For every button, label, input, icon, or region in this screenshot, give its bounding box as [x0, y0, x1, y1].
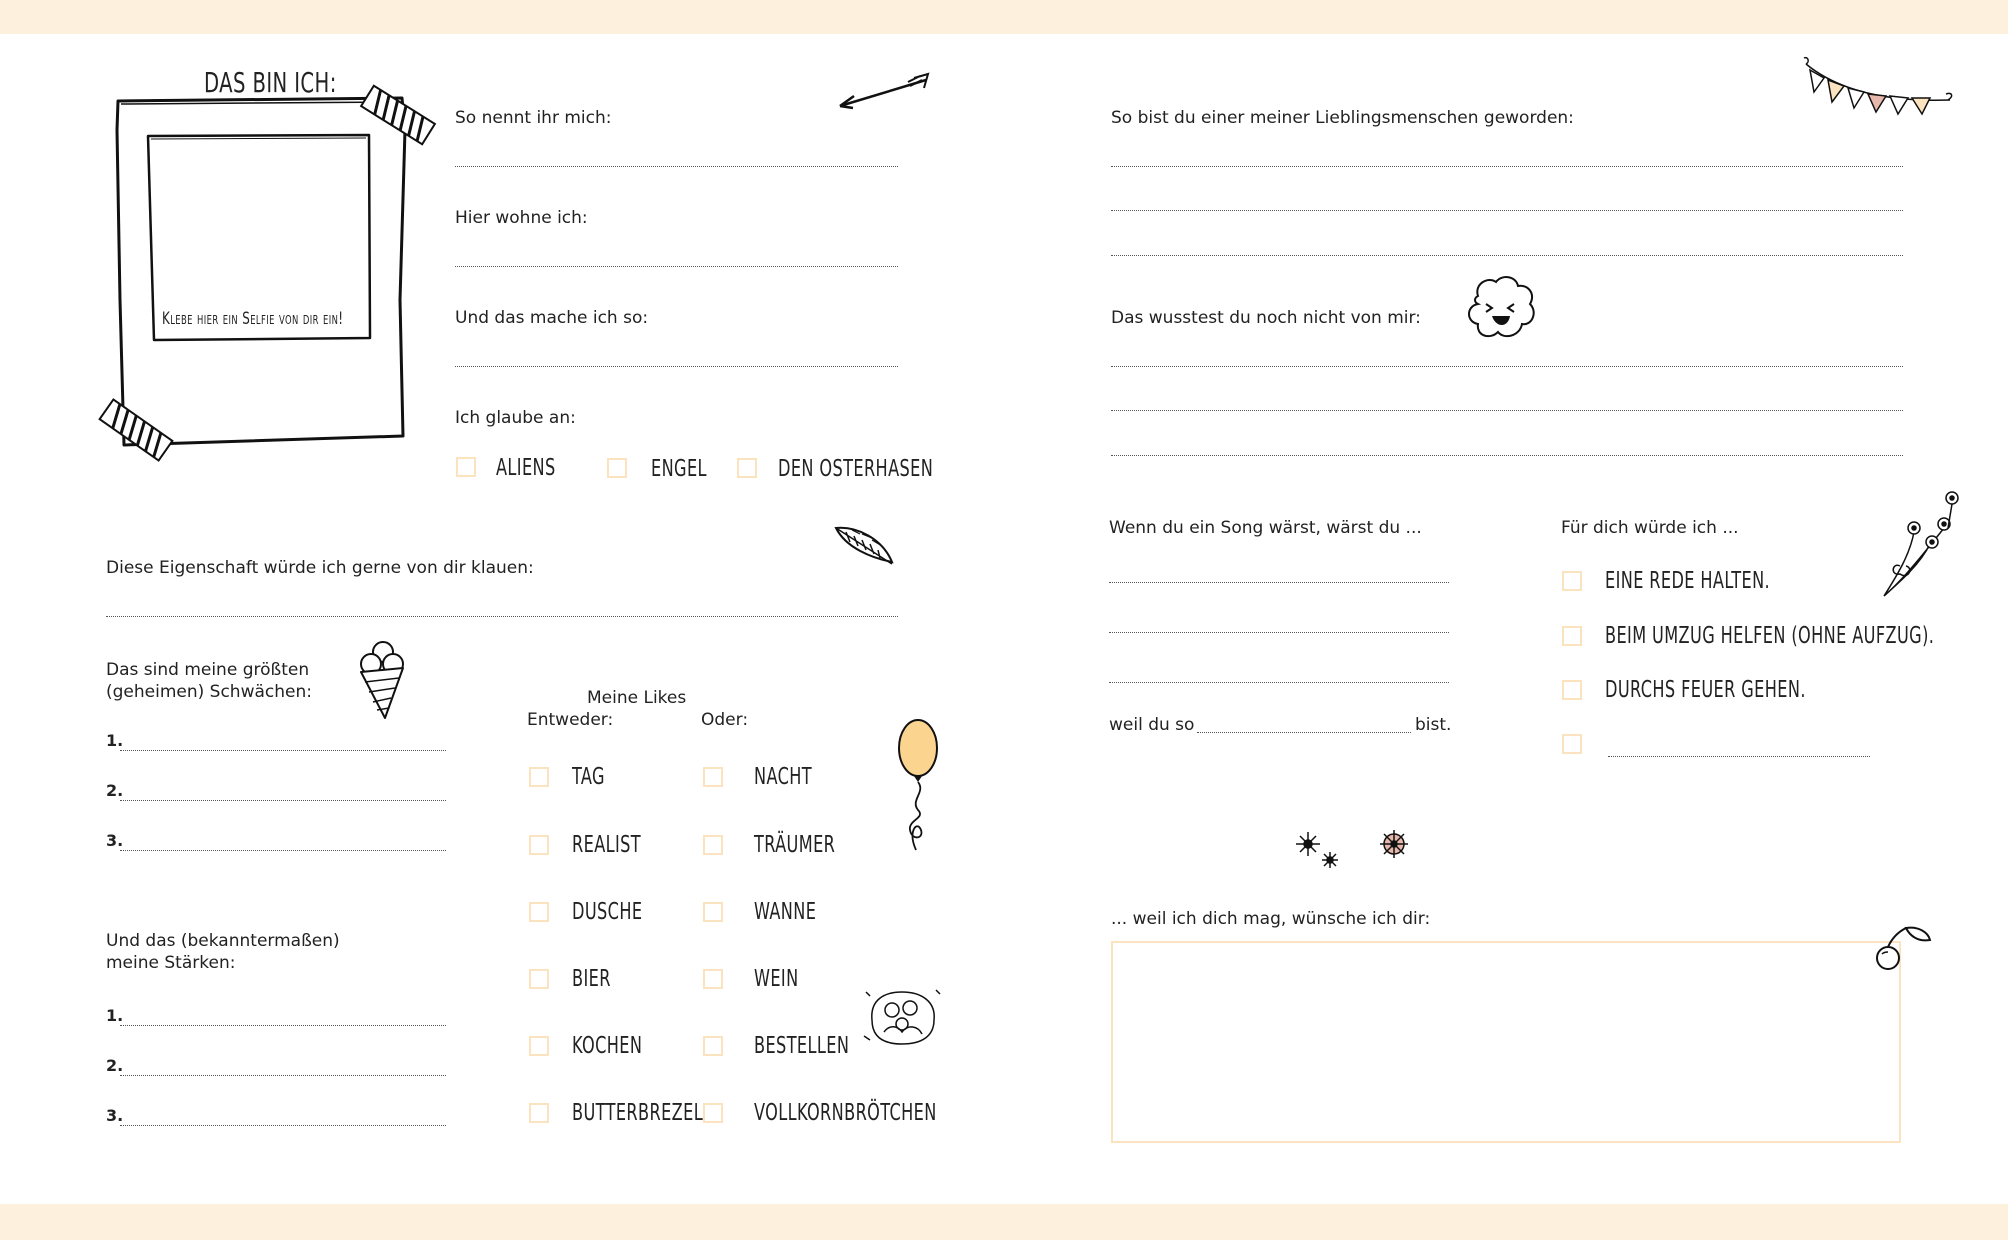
nickname-line[interactable] — [455, 166, 898, 167]
for-you-option-feuer: DURCHS FEUER GEHEN. — [1605, 677, 1806, 703]
how-label: Und das mache ich so: — [455, 308, 649, 328]
didnt-know-label: Das wusstest du noch nicht von mir: — [1111, 308, 1421, 328]
for-you-checkbox-umzug[interactable] — [1562, 626, 1582, 646]
believe-option-engel: ENGEL — [651, 456, 707, 482]
trait-label: Diese Eigenschaft würde ich gerne von dir klauen: — [106, 558, 534, 578]
weakness-line-3[interactable] — [120, 850, 446, 851]
believe-option-osterhasen: DEN OSTERHASEN — [778, 456, 934, 482]
laughing-cloud-icon — [1464, 274, 1540, 346]
strength-line-2[interactable] — [120, 1075, 446, 1076]
like-option-vollkornbroetchen: VOLLKORNBRÖTCHEN — [754, 1100, 937, 1126]
like-option-kochen: KOCHEN — [572, 1033, 643, 1059]
weakness-number-3: 3. — [106, 831, 124, 850]
weakness-line-2[interactable] — [120, 800, 446, 801]
polaroid-frame — [0, 0, 440, 470]
home-label: Hier wohne ich: — [455, 208, 588, 228]
like-checkbox-dusche[interactable] — [529, 902, 549, 922]
for-you-checkbox-feuer[interactable] — [1562, 680, 1582, 700]
how-line[interactable] — [455, 366, 898, 367]
like-option-butterbrezel: BUTTERBREZEL — [572, 1100, 704, 1126]
like-option-bestellen: BESTELLEN — [754, 1033, 850, 1059]
arrow-icon — [836, 72, 936, 112]
strengths-label: Und das (bekanntermaßen) meine Stärken: — [106, 931, 340, 973]
like-checkbox-realist[interactable] — [529, 835, 549, 855]
like-checkbox-tag[interactable] — [529, 767, 549, 787]
likes-either-label: Entweder: — [527, 710, 614, 730]
didnt-know-line-3[interactable] — [1111, 455, 1903, 456]
because-pre-label: weil du so — [1109, 715, 1195, 735]
likes-or-label: Oder: — [701, 710, 749, 730]
strength-number-1: 1. — [106, 1006, 124, 1025]
like-checkbox-traeumer[interactable] — [703, 835, 723, 855]
for-you-label: Für dich würde ich ... — [1561, 518, 1739, 538]
how-became-line-2[interactable] — [1111, 210, 1903, 211]
like-checkbox-wein[interactable] — [703, 969, 723, 989]
song-line-1[interactable] — [1109, 582, 1449, 583]
like-option-tag: TAG — [572, 764, 605, 790]
weaknesses-label: Das sind meine größten (geheimen) Schwächen: — [106, 660, 312, 702]
like-checkbox-bestellen[interactable] — [703, 1036, 723, 1056]
like-option-wanne: WANNE — [754, 899, 817, 925]
flowers-icon — [1296, 826, 1412, 872]
likes-title: Meine Likes — [587, 688, 687, 708]
like-option-dusche: DUSCHE — [572, 899, 643, 925]
cherries-icon — [1872, 926, 1934, 972]
tape-bottom-left — [100, 400, 173, 461]
like-checkbox-bier[interactable] — [529, 969, 549, 989]
wish-textbox[interactable] — [1111, 941, 1901, 1143]
ice-cream-icon — [355, 638, 411, 720]
flower-bouquet-icon — [1874, 484, 1958, 600]
believe-checkbox-osterhasen[interactable] — [737, 458, 757, 478]
believe-checkbox-engel[interactable] — [607, 458, 627, 478]
strength-number-3: 3. — [106, 1106, 124, 1125]
tape-top-right — [361, 86, 435, 145]
for-you-option-umzug: BEIM UMZUG HELFEN (OHNE AUFZUG). — [1605, 623, 1935, 649]
didnt-know-line-2[interactable] — [1111, 410, 1903, 411]
weakness-line-1[interactable] — [120, 750, 446, 751]
like-checkbox-butterbrezel[interactable] — [529, 1103, 549, 1123]
for-you-checkbox-rede[interactable] — [1562, 571, 1582, 591]
weakness-number-2: 2. — [106, 781, 124, 800]
for-you-custom-line[interactable] — [1608, 756, 1870, 757]
believe-checkbox-aliens[interactable] — [456, 457, 476, 477]
strength-line-1[interactable] — [120, 1025, 446, 1026]
balloon-icon — [896, 718, 946, 858]
didnt-know-line-1[interactable] — [1111, 366, 1903, 367]
bunting-icon — [1800, 52, 1956, 132]
like-option-realist: REALIST — [572, 832, 642, 858]
how-became-line-1[interactable] — [1111, 166, 1903, 167]
like-checkbox-wanne[interactable] — [703, 902, 723, 922]
bottom-band — [0, 1204, 2008, 1240]
believe-label: Ich glaube an: — [455, 408, 576, 428]
song-label: Wenn du ein Song wärst, wärst du ... — [1109, 518, 1422, 538]
like-option-bier: BIER — [572, 966, 611, 992]
believe-option-aliens: ALIENS — [496, 455, 556, 481]
how-became-label: So bist du einer meiner Lieblingsmenschen geworden: — [1111, 108, 1574, 128]
like-checkbox-kochen[interactable] — [529, 1036, 549, 1056]
because-line[interactable] — [1197, 732, 1411, 733]
home-line[interactable] — [455, 266, 898, 267]
like-option-nacht: NACHT — [754, 764, 813, 790]
trait-line[interactable] — [106, 616, 898, 617]
song-line-3[interactable] — [1109, 682, 1449, 683]
strength-number-2: 2. — [106, 1056, 124, 1075]
like-option-wein: WEIN — [754, 966, 799, 992]
photo-caption: Klebe hier ein Selfie von dir ein! — [162, 309, 344, 329]
nickname-label: So nennt ihr mich: — [455, 108, 612, 128]
like-option-traeumer: TRÄUMER — [754, 832, 836, 858]
photo-title: DAS BIN ICH: — [204, 66, 337, 99]
feather-icon — [832, 524, 896, 568]
like-checkbox-vollkornbroetchen[interactable] — [703, 1103, 723, 1123]
weakness-number-1: 1. — [106, 731, 124, 750]
family-doodle-icon — [862, 986, 942, 1050]
because-post-label: bist. — [1415, 715, 1452, 735]
strength-line-3[interactable] — [120, 1125, 446, 1126]
like-checkbox-nacht[interactable] — [703, 767, 723, 787]
for-you-option-rede: EINE REDE HALTEN. — [1605, 568, 1771, 594]
wish-label: ... weil ich dich mag, wünsche ich dir: — [1111, 909, 1431, 929]
song-line-2[interactable] — [1109, 632, 1449, 633]
for-you-checkbox-custom[interactable] — [1562, 734, 1582, 754]
how-became-line-3[interactable] — [1111, 255, 1903, 256]
